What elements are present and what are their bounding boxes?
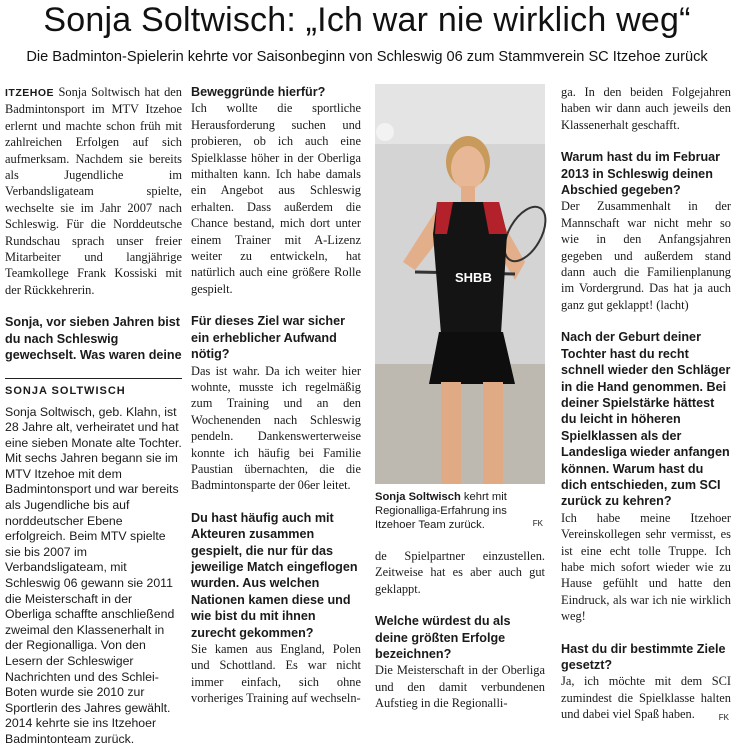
question-6: Nach der Geburt deiner Tochter hast du recht schnell wieder den Schläger in die Hand genommen. Bei deiner Spielstärke hättest du leicht in höheren Spielklassen als der Landesliga wieder anfangen können. Warum hast du dich entschieden, zum SCI zurück zu kehren? bbox=[561, 330, 731, 509]
question-1: Sonja, vor sieben Jahren bist du nach Schleswig gewechselt. Was waren deine bbox=[5, 315, 182, 363]
caption-text: kehrt mit Regionalliga-Erfahrung ins Itzehoer Team zurück. bbox=[375, 491, 507, 531]
info-box-text: Sonja Soltwisch, geb. Klahn, ist 28 Jahre alt, verheiratet und hat eine sieben Monate alte Tochter. Mit sechs Jahren begann sie im MTV Itzehoe mit dem Badmintonsport und war bereits als Jugendliche bis auf norddeutscher Ebene erfolgreich. Beim MTV spielte sie bis 2007 im Verbandsligateam, mit Schleswig 06 gewann sie 2011 die Meisterschaft in der Oberliga schaffte anschließend zweimal den Klassenerhalt in der Regionalliga. Von den Lesern der Schleswiger Nachrichten und des Schlei-Boten wurde sie 2010 zur Sportlerin des Jahres gewählt. 2014 kehrte sie ins Itzehoer Badmintonteam zurück. bbox=[5, 404, 182, 746]
photo-credit: FK bbox=[532, 519, 543, 528]
player-photo bbox=[375, 84, 545, 484]
question-7: Hast du dir bestimmte Ziele gesetzt? bbox=[561, 641, 726, 672]
question-4: Welche würdest du als deine größten Erfolge bezeichnen? bbox=[375, 614, 511, 662]
column-2 bbox=[191, 84, 361, 724]
question-1-end: Beweggründe hierfür? bbox=[191, 85, 326, 99]
question-2: Für dieses Ziel war sicher ein erheblicher Aufwand nötig? bbox=[191, 314, 345, 362]
info-box-title: SONJA SOLTWISCH bbox=[5, 384, 126, 397]
answer-2: Das ist wahr. Da ich weiter hier wohnte, musste ich regelmäßig zum Training und an den Wochenenden nach Schleswig pendeln. Dankenswerterweise konnte ich häufig bei Familie Paustian übernachten, die die Badmintonsparte der 06er leitet. bbox=[191, 363, 361, 493]
subheadline: Die Badminton-Spielerin kehrte vor Saisonbeginn von Schleswig 06 zum Stammverein SC Itzehoe zurück bbox=[26, 49, 708, 65]
column-3 bbox=[375, 84, 545, 724]
answer-3-continued: de Spielpartner einzustellen. Zeitweise hat es aber auch gut geklappt. bbox=[375, 549, 545, 596]
answer-6: Ich habe meine Itzehoer Vereinskollegen sehr vermisst, es ist eine echt tolle Truppe. Ich habe mich sofort wieder wie zu Hause gefühlt und hatte den Eindruck, als war ich nie wirklich weg! bbox=[561, 510, 731, 624]
caption-name: Sonja Soltwisch bbox=[375, 491, 461, 503]
intro-text: Sonja Soltwisch hat den Badmintonsport im MTV Itzehoe erlernt und machte schon früh mit zahlreichen Erfolgen auf sich aufmerksam. Nachdem sie bereits als Jugendliche im Verbandsligateam spielte, wechselte sie im Jahr 2007 nach Schleswig. Für die Norddeutsche Rundschau sprach unser freier Mitarbeiter und langjährige Teamkollege Frank Kossiski mit der Rückkehrerin. bbox=[5, 85, 182, 297]
info-box bbox=[5, 378, 182, 748]
answer-1: Ich wollte die sportliche Herausforderung suchen und probieren, ob ich auch eine Spielklasse höher in der Oberliga mithalten kann. Ich habe damals ein Angebot aus Schleswig erhalten. Dass außerdem die Chance bestand, mich dort unter einem Trainer mit A-Lizenz weiter zu entwickeln, hat natürlich auch eine größere Rolle gespielt. bbox=[191, 101, 361, 296]
badminton-player-illustration bbox=[375, 84, 545, 484]
jersey-sponsor-text: SHBB bbox=[455, 270, 492, 285]
answer-5: Der Zusammenhalt in der Mannschaft war nicht mehr so wie in den Anfangsjahren gegeben und außerdem stand dann auch die Familienplanung im Vordergrund. Das hat ja auch ganz gut geklappt! (lacht) bbox=[561, 199, 731, 312]
question-3: Du hast häufig auch mit Akteuren zusammen gespielt, die nur für das jeweilige Match eingeflogen wurden. Aus welchen Nationen kamen diese und wie bist du mit ihnen zurecht gekommen? bbox=[191, 510, 358, 640]
photo-caption bbox=[375, 490, 545, 532]
column-1 bbox=[5, 84, 182, 746]
column-4 bbox=[561, 84, 731, 724]
answer-3: Sie kamen aus England, Polen und Schottland. Es war nicht immer einfach, sich ohne vorheriges Training auf wechseln- bbox=[191, 642, 361, 706]
intro-paragraph bbox=[5, 84, 182, 298]
question-5: Warum hast du im Februar 2013 in Schleswig deinen Abschied gegeben? bbox=[561, 150, 721, 198]
answer-7: Ja, ich möchte mit dem SCI zumindest die Spielklasse halten und dabei viel Spaß haben. bbox=[561, 674, 731, 722]
answer-4: Die Meisterschaft in der Oberliga und den damit verbundenen Aufstieg in die Regionalli- bbox=[375, 663, 545, 711]
answer-4-continued: ga. In den beiden Folgejahren haben wir dann auch jeweils den Klassenerhalt geschafft. bbox=[561, 85, 731, 132]
author-credit: FK bbox=[718, 713, 729, 722]
headline: Sonja Soltwisch: „Ich war nie wirklich weg“ bbox=[43, 1, 691, 39]
dateline: ITZEHOE bbox=[5, 87, 55, 99]
